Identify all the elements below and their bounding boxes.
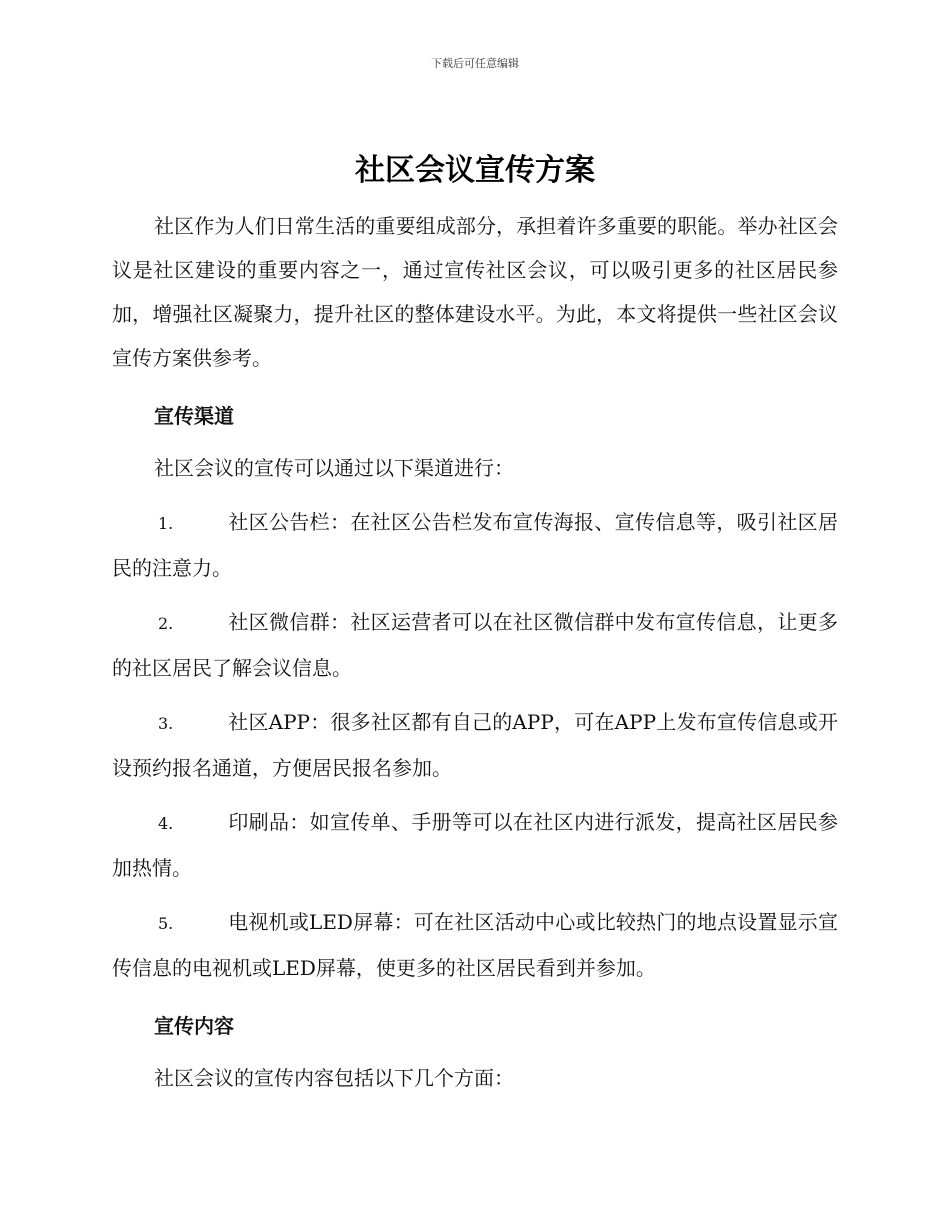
list-item <box>112 600 838 690</box>
list-number: 1. <box>158 514 174 533</box>
list-text: 印刷品：如宣传单、手册等可以在社区内进行派发，提高社区居民参加热情。 <box>112 810 838 880</box>
header-note: 下载后可任意编辑 <box>431 57 519 70</box>
list-number: 4. <box>158 814 174 833</box>
section-lead-channels: 社区会议的宣传可以通过以下渠道进行： <box>154 456 514 480</box>
document-body <box>112 148 838 1110</box>
list-text: 社区APP：很多社区都有自己的APP，可在APP上发布宣传信息或开设预约报名通道，方便居民报名参加。 <box>112 710 838 780</box>
list-text: 社区公告栏：在社区公告栏发布宣传海报、宣传信息等，吸引社区居民的注意力。 <box>112 510 838 580</box>
list-number: 2. <box>158 614 174 633</box>
list-item <box>112 900 838 990</box>
section-heading-content: 宣传内容 <box>154 1014 234 1038</box>
list-number: 5. <box>158 914 174 933</box>
list-text: 社区微信群：社区运营者可以在社区微信群中发布宣传信息，让更多的社区居民了解会议信息。 <box>112 610 838 680</box>
list-item <box>112 500 838 590</box>
section-lead-content: 社区会议的宣传内容包括以下几个方面： <box>154 1066 514 1090</box>
list-item <box>112 800 838 890</box>
section-content <box>112 1004 838 1100</box>
list-text: 电视机或LED屏幕：可在社区活动中心或比较热门的地点设置显示宣传信息的电视机或LED屏幕，使更多的社区居民看到并参加。 <box>112 910 838 980</box>
document-title: 社区会议宣传方案 <box>355 153 595 188</box>
list-item <box>112 700 838 790</box>
section-channels <box>112 394 838 990</box>
list-number: 3. <box>158 714 174 733</box>
intro-paragraph: 社区作为人们日常生活的重要组成部分，承担着许多重要的职能。举办社区会议是社区建设的重要内容之一，通过宣传社区会议，可以吸引更多的社区居民参加，增强社区凝聚力，提升社区的整体建设水平。为此，本文将提供一些社区会议宣传方案供参考。 <box>112 214 838 370</box>
section-heading-channels: 宣传渠道 <box>154 404 234 428</box>
